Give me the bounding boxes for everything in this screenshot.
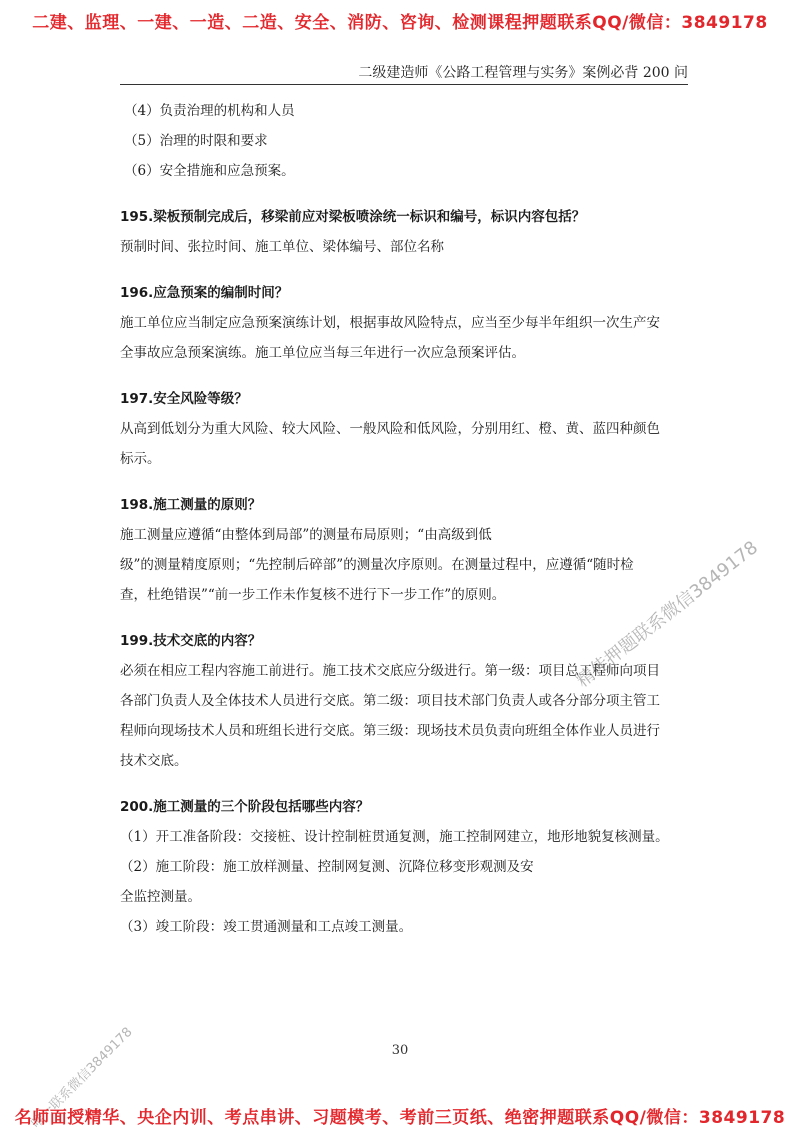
list-item: （5）治理的时限和要求 (124, 133, 268, 149)
answer-198-line: 施工测量应遵循“由整体到局部”的测量布局原则；“由高级到低 (120, 527, 492, 543)
answer-196-line: 全事故应急预案演练。施工单位应当每三年进行一次应急预案评估。 (120, 345, 525, 361)
question-199: 199.技术交底的内容？ (120, 633, 262, 649)
answer-199-line: 技术交底。 (120, 753, 188, 769)
answer-199-line: 各部门负责人及全体技术人员进行交底。第二级：项目技术部门负责人或各分部分项主管工 (120, 693, 660, 709)
answer-199-line: 必须在相应工程内容施工前进行。施工技术交底应分级进行。第一级：项目总工程师向项目 (120, 663, 660, 679)
page-body (120, 96, 695, 942)
question-198: 198.施工测量的原则？ (120, 497, 262, 513)
answer-198-line: 级”的测量精度原则；“先控制后碎部”的测量次序原则。在测量过程中，应遵循“随时检 (120, 557, 634, 573)
answer-197-line: 从高到低划分为重大风险、较大风险、一般风险和低风险，分别用红、橙、黄、蓝四种颜色 (120, 421, 660, 437)
list-item: （6）安全措施和应急预案。 (124, 163, 295, 179)
page-number: 30 (391, 1043, 409, 1058)
running-head: 二级建造师《公路工程管理与实务》案例必背 200 问 (358, 65, 688, 81)
answer-200-line: 全监控测量。 (120, 889, 201, 905)
watermark-left: 唯一联系微信3849178 (28, 1024, 136, 1132)
answer-200-line: （2）施工阶段：施工放样测量、控制网复测、沉降位移变形观测及安 (120, 859, 534, 875)
list-item: （4）负责治理的机构和人员 (124, 103, 295, 119)
question-195: 195.梁板预制完成后，移梁前应对梁板喷涂统一标识和编号，标识内容包括？ (120, 209, 586, 225)
question-196: 196.应急预案的编制时间？ (120, 285, 289, 301)
question-197: 197.安全风险等级？ (120, 391, 248, 407)
watermark-right: 精佳押题联系微信3849178 (572, 537, 763, 692)
question-200: 200.施工测量的三个阶段包括哪些内容？ (120, 799, 370, 815)
answer-200-line: （1）开工准备阶段：交接桩、设计控制桩贯通复测，施工控制网建立，地形地貌复核测量。 (120, 829, 669, 845)
answer-197-line: 标示。 (120, 451, 161, 467)
answer-200-line: （3）竣工阶段：竣工贯通测量和工点竣工测量。 (120, 919, 413, 935)
answer-198-line: 查，杜绝错误”“前一步工作未作复核不进行下一步工作”的原则。 (120, 587, 506, 603)
answer-199-line: 程师向现场技术人员和班组长进行交底。第三级：现场技术员负责向班组全体作业人员进行 (120, 723, 660, 739)
top-promo-banner: 二建、监理、一建、一造、二造、安全、消防、咨询、检测课程押题联系QQ/微信：3849178 (32, 13, 768, 33)
header-rule (120, 84, 688, 85)
bottom-promo-banner: 名师面授精华、央企内训、考点串讲、习题模考、考前三页纸、绝密押题联系QQ/微信：3849178 (14, 1108, 786, 1128)
answer-196-line: 施工单位应当制定应急预案演练计划，根据事故风险特点，应当至少每半年组织一次生产安 (120, 315, 660, 331)
answer-195: 预制时间、张拉时间、施工单位、梁体编号、部位名称 (120, 239, 444, 255)
